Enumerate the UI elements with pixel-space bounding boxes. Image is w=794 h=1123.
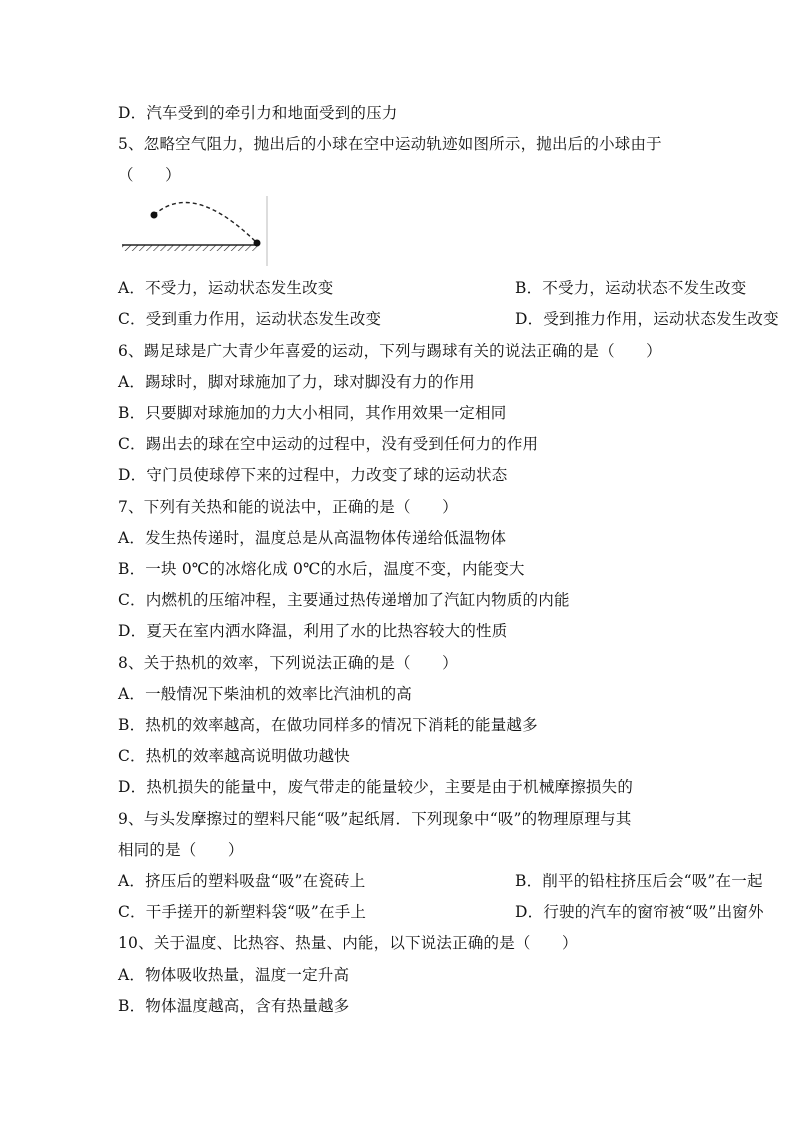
q7-option-b: B．一块 0℃的冰熔化成 0℃的水后，温度不变，内能变大 [118, 560, 525, 578]
q8-option-b: B．热机的效率越高，在做功同样多的情况下消耗的能量越多 [118, 716, 538, 734]
q5-answer-blank: （ ） [118, 166, 181, 184]
q5-stem: 5、忽略空气阻力，抛出后的小球在空中运动轨迹如图所示，抛出后的小球由于 [118, 135, 662, 153]
q9-options-row-2 [118, 902, 764, 922]
q9-option-d: D．行驶的汽车的窗帘被“吸”出窗外 [515, 903, 764, 921]
q10-stem: 10、关于温度、比热容、热量、内能，以下说法正确的是（ ） [118, 934, 578, 952]
q7-option-d: D．夏天在室内洒水降温，利用了水的比热容较大的性质 [118, 622, 508, 640]
q6-stem: 6、踢足球是广大青少年喜爱的运动，下列与踢球有关的说法正确的是（ ） [118, 342, 662, 360]
q4-option-d: D．汽车受到的牵引力和地面受到的压力 [118, 104, 398, 122]
q10-option-a: A．物体吸收热量，温度一定升高 [118, 966, 350, 984]
q8-stem: 8、关于热机的效率，下列说法正确的是（ ） [118, 654, 458, 672]
q5-options-row-2 [118, 309, 779, 329]
q9-option-a: A．挤压后的塑料吸盘“吸”在瓷砖上 [118, 872, 366, 890]
q9-option-c: C．干手搓开的新塑料袋“吸”在手上 [118, 903, 367, 921]
q7-option-a: A．发生热传递时，温度总是从高温物体传递给低温物体 [118, 529, 507, 547]
q6-option-b: B．只要脚对球施加的力大小相同，其作用效果一定相同 [118, 404, 507, 422]
q8-option-d: D．热机损失的能量中，废气带走的能量较少，主要是由于机械摩擦损失的 [118, 778, 634, 796]
q5-option-c: C．受到重力作用，运动状态发生改变 [118, 310, 382, 328]
ball-start [151, 212, 158, 219]
ball-end [254, 240, 261, 247]
q6-option-a: A．踢球时，脚对球施加了力，球对脚没有力的作用 [118, 373, 475, 391]
q7-stem: 7、下列有关热和能的说法中，正确的是（ ） [118, 498, 458, 516]
q7-option-c: C．内燃机的压缩冲程，主要通过热传递增加了汽缸内物质的内能 [118, 591, 570, 609]
q9-stem-line-1: 9、与头发摩擦过的塑料尺能“吸”起纸屑．下列现象中“吸”的物理原理与其 [118, 810, 632, 828]
trajectory-path [154, 203, 257, 244]
q9-stem-line-2: 相同的是（ ） [118, 841, 244, 859]
q5-trajectory-figure [118, 194, 270, 268]
q6-option-d: D．守门员使球停下来的过程中，力改变了球的运动状态 [118, 466, 508, 484]
q8-option-c: C．热机的效率越高说明做功越快 [118, 747, 350, 765]
ground-hatch [122, 245, 258, 251]
q5-option-b: B．不受力，运动状态不发生改变 [515, 279, 747, 297]
q9-option-b: B．削平的铅柱挤压后会“吸”在一起 [515, 872, 763, 890]
q5-option-d: D．受到推力作用，运动状态发生改变 [515, 310, 779, 328]
q5-options-row-1 [118, 278, 747, 298]
q5-option-a: A．不受力，运动状态发生改变 [118, 279, 334, 297]
q10-option-b: B．物体温度越高，含有热量越多 [118, 997, 350, 1015]
q8-option-a: A．一般情况下柴油机的效率比汽油机的高 [118, 685, 412, 703]
q9-options-row-1 [118, 871, 763, 891]
q6-option-c: C．踢出去的球在空中运动的过程中，没有受到任何力的作用 [118, 435, 539, 453]
